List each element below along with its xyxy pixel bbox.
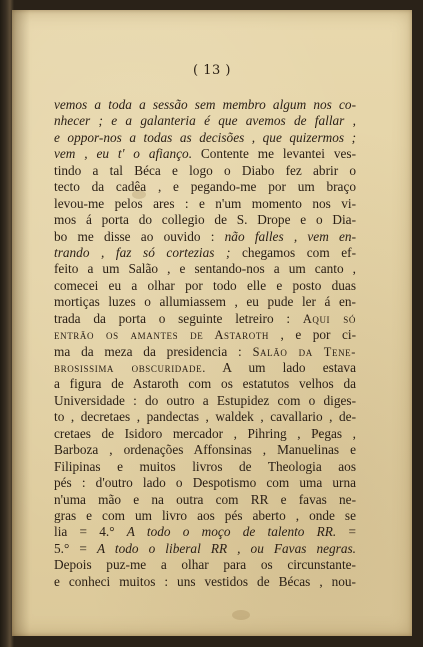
text-line bbox=[54, 212, 356, 228]
text-segment: lia = 4.° bbox=[54, 524, 127, 540]
text-line bbox=[54, 130, 356, 146]
text-segment: Barboza , ordenações Affonsinas , Manuelinas e bbox=[54, 442, 356, 458]
text-line bbox=[54, 97, 356, 113]
small-caps-text: brosissima obscuridade. bbox=[54, 361, 206, 375]
text-line bbox=[54, 179, 356, 195]
text-segment: Depois puz-me a olhar para os circunstante- bbox=[54, 557, 356, 573]
text-segment: Filipinas e muitos livros de Theologia aos bbox=[54, 458, 356, 474]
text-segment: mos á porta do collegio de S. Drope e o Dia- bbox=[54, 212, 356, 228]
text-line bbox=[54, 229, 356, 245]
italic-text: A todo o liberal RR , ou Favas negras. bbox=[96, 540, 356, 556]
text-line bbox=[54, 344, 356, 360]
text-line bbox=[54, 574, 356, 590]
text-segment: trada da porta o seguinte letreiro : bbox=[54, 310, 303, 326]
italic-text: vemos a toda a sessão sem membro algum nos co- bbox=[54, 97, 356, 112]
text-line bbox=[54, 278, 356, 294]
page-gutter-shadow bbox=[12, 10, 30, 636]
text-segment: levou-me pelos ares : e n'um momento nos vi- bbox=[54, 195, 356, 211]
italic-text: não falles , vem en- bbox=[224, 228, 357, 244]
text-segment: pés : d'outro lado o Despotismo com uma urna bbox=[54, 475, 356, 491]
text-line bbox=[54, 492, 356, 508]
text-line bbox=[54, 557, 356, 573]
text-segment: mortiças luzes o allumiassem , eu pude ler á en- bbox=[54, 294, 356, 310]
text-segment: ma da meza da presidencia : bbox=[54, 343, 253, 359]
text-segment: gras e com um livro aos pés aberto , onde se bbox=[54, 507, 356, 523]
italic-text: A todo o moço de talento RR. bbox=[126, 524, 337, 540]
small-caps-text: entrão os amantes de Astaroth bbox=[54, 328, 270, 343]
text-segment: to , decretaes , pandectas , waldek , cavallario , de- bbox=[54, 409, 356, 425]
small-caps-text: Salão da Tene- bbox=[252, 344, 357, 359]
text-line bbox=[54, 360, 356, 376]
text-line bbox=[54, 327, 356, 343]
page-number: ( 13 ) bbox=[193, 63, 231, 78]
text-segment: Contente me levantei ves- bbox=[192, 146, 356, 162]
text-line bbox=[54, 113, 356, 129]
text-line bbox=[54, 409, 356, 425]
text-line bbox=[54, 294, 356, 310]
text-line bbox=[54, 261, 356, 277]
text-segment: chegamos com ef- bbox=[230, 244, 356, 260]
text-line bbox=[54, 475, 356, 491]
foxing-spot bbox=[232, 610, 250, 620]
text-line bbox=[54, 311, 356, 327]
text-segment: e conheci muitos : uns vestidos de Bécas , nou- bbox=[54, 573, 356, 589]
text-segment: bo me disse ao ouvido : bbox=[54, 228, 225, 244]
text-line bbox=[54, 376, 356, 392]
italic-text: e oppor-nos a todas as decisões , que quizermos ; bbox=[54, 129, 356, 145]
text-segment: feito a um Salão , e sentando-nos a um canto , bbox=[54, 261, 356, 277]
italic-text: trando , faz só cortezias ; bbox=[54, 244, 231, 260]
text-segment: Universidade : do outro a Estupidez com o diges- bbox=[54, 392, 356, 408]
text-line bbox=[54, 426, 356, 442]
text-line bbox=[54, 524, 356, 540]
text-line bbox=[54, 163, 356, 179]
text-segment: n'uma mão e na outra com RR e favas ne- bbox=[54, 491, 356, 507]
paper-page bbox=[12, 10, 412, 636]
text-segment: tecto da cadêa , e pegando-me por um braço bbox=[54, 179, 356, 195]
text-line bbox=[54, 508, 356, 524]
text-segment: tindo a tal Béca e logo o Diabo fez abrir o bbox=[54, 162, 356, 178]
small-caps-text: Aqui só bbox=[302, 311, 356, 326]
body-text bbox=[54, 97, 356, 590]
italic-text: nhecer ; e a galanteria é que avemos de fallar , bbox=[54, 113, 356, 129]
text-line bbox=[54, 393, 356, 409]
text-segment: 5.° = bbox=[54, 540, 97, 556]
text-line bbox=[54, 541, 356, 557]
text-line bbox=[54, 245, 356, 261]
text-segment: comecei eu a olhar por todo elle e posto duas bbox=[54, 277, 356, 293]
text-segment: a figura de Astaroth com os estatutos velhos da bbox=[54, 376, 356, 392]
text-line bbox=[54, 442, 356, 458]
text-segment: cretaes de Isidoro mercador , Pihring , Pegas , bbox=[54, 425, 356, 441]
text-line bbox=[54, 196, 356, 212]
text-segment: = bbox=[336, 524, 356, 540]
text-segment: , e por ci- bbox=[269, 327, 356, 343]
text-line bbox=[54, 459, 356, 475]
italic-text: vem , eu t' o afianço. bbox=[54, 146, 193, 162]
text-segment: A um lado estava bbox=[205, 360, 356, 375]
text-line bbox=[54, 146, 356, 162]
